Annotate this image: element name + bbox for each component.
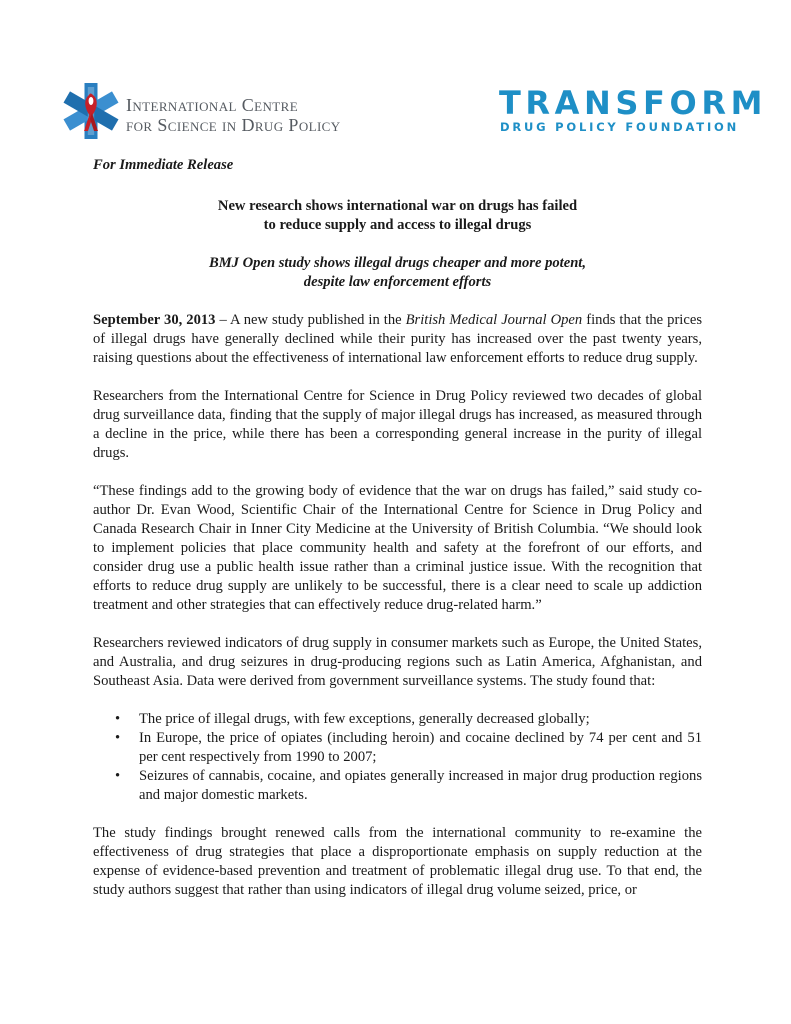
headline (93, 197, 702, 235)
list-item-text: The price of illegal drugs, with few exceptions, generally decreased globally; (139, 711, 590, 727)
list-item-text: In Europe, the price of opiates (including heroin) and cocaine declined by 74 per cent and 51 per cent respectively from 1990 to 2007; (139, 730, 702, 765)
icsdp-line2: for Science in Drug Policy (126, 115, 341, 135)
transform-tagline: DRUG POLICY FOUNDATION (500, 120, 740, 134)
list-item (115, 767, 702, 805)
bullet-icon: • (115, 711, 121, 727)
press-release-body (93, 156, 702, 919)
paragraph-1-text-a: – A new study published in the (215, 312, 406, 328)
paragraph-4: Researchers reviewed indicators of drug supply in consumer markets such as Europe, the United States, and Australia, and drug seizures in drug-producing regions such as Latin America, Afghanistan, and Southeast Asia. Data were derived from government surveillance systems. The study found that: (93, 635, 702, 689)
transform-wordmark: TRANSFORM (499, 84, 768, 122)
list-item-text: Seizures of cannabis, cocaine, and opiates generally increased in major drug production regions and major domestic markets. (139, 768, 702, 803)
list-item (115, 729, 702, 767)
journal-name: British Medical Journal Open (405, 312, 583, 328)
icsdp-line1: International Centre (126, 95, 299, 115)
paragraph-2: Researchers from the International Centre for Science in Drug Policy reviewed two decades of global drug surveillance data, finding that the supply of major illegal drugs has increased, as measured through a decline in the price, while there has been a corresponding general increase in the purity of illegal drugs. (93, 388, 702, 461)
bullet-icon: • (115, 768, 121, 784)
findings-list (93, 710, 702, 805)
paragraph-3-quote: “These findings add to the growing body of evidence that the war on drugs has failed,” said study co-author Dr. Evan Wood, Scientific Chair of the International Centre for Science in Drug Policy and Canada Research Chair in Inner City Medicine at the University of British Columbia. “We should look to implement policies that place community health and safety at the forefront of our efforts, and consider drug use a public health issue rather than a criminal justice issue. With the recognition that efforts to reduce drug supply are unlikely to be successful, there is a clear need to scale up addiction treatment and other strategies that can effectively reduce drug-related harm.” (93, 483, 702, 613)
headline-line1: New research shows international war on drugs has failed (217, 198, 578, 214)
transform-logo (480, 84, 768, 146)
paragraph-1 (93, 311, 702, 368)
dateline: September 30, 2013 (93, 312, 216, 328)
subheadline (93, 254, 702, 292)
icsdp-wordmark (126, 95, 341, 135)
list-item (115, 710, 702, 729)
headline-line2: to reduce supply and access to illegal drugs (263, 217, 532, 233)
icsdp-logo (60, 80, 380, 142)
subhead-line2: despite law enforcement efforts (303, 274, 492, 290)
paragraph-1-text-b: finds that the prices of illegal drugs have generally declined while their purity has increased over the past twenty years, raising questions about the effectiveness of international law enforcement efforts to reduce drug supply. (93, 312, 702, 366)
star-of-life-ribbon-icon (60, 80, 122, 142)
subhead-line1: BMJ Open study shows illegal drugs cheaper and more potent, (208, 255, 587, 271)
release-label: For Immediate Release (93, 157, 234, 173)
bullet-icon: • (115, 730, 121, 746)
paragraph-5: The study findings brought renewed calls from the international community to re-examine the effectiveness of drug strategies that place a disproportionate emphasis on supply reduction at the expense of evidence-based prevention and treatment of problematic illegal drug use. To that end, the study authors suggest that rather than using indicators of illegal drug volume seized, price, or (93, 825, 702, 898)
